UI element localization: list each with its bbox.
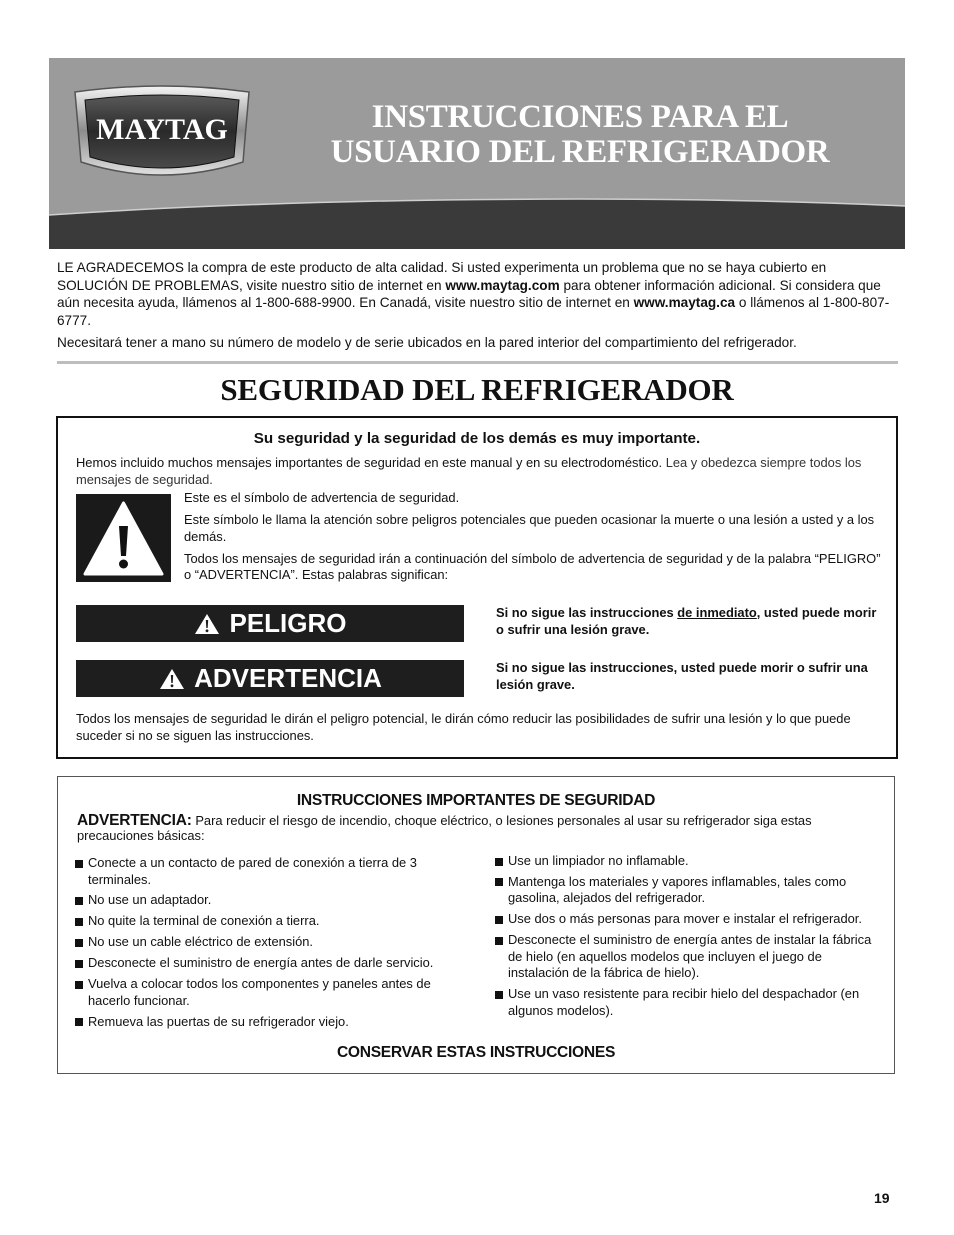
advertencia-banner: ADVERTENCIA bbox=[76, 660, 464, 697]
list-item: Vuelva a colocar todos los componentes y paneles antes de hacerlo funcionar. bbox=[74, 976, 474, 1009]
alert-triangle-icon bbox=[193, 612, 221, 636]
website-link-canada[interactable]: www.maytag.ca bbox=[633, 295, 736, 310]
safety-box bbox=[56, 416, 898, 759]
intro-text bbox=[57, 259, 897, 352]
instructions-warning: ADVERTENCIA: Para reducir el riesgo de incendio, choque eléctrico, o lesiones personales al usar su refrigerador siga estas precauciones básicas: bbox=[77, 812, 812, 843]
divider bbox=[57, 361, 898, 364]
list-item: No use un cable eléctrico de extensión. bbox=[74, 934, 474, 951]
alert-triangle-icon bbox=[158, 667, 186, 691]
safety-heading: Su seguridad y la seguridad de los demás es muy importante. bbox=[253, 430, 701, 447]
symbol-explanation: Este es el símbolo de advertencia de seguridad. Este símbolo le llama la atención sobre peligros potenciales que pueden ocasionar la muerte o una lesión a usted y a los demás. Todos los mensajes de seguridad irán a continuación del símbolo de advertencia de seguridad y de la palabra “PELIGRO” o “ADVERTENCIA”. Estas palabras significan: bbox=[184, 490, 881, 582]
instructions-box bbox=[57, 776, 895, 1074]
intro-paragraph: LE AGRADECEMOS la compra de este producto de alta calidad. Si usted experimenta un problema que no se haya cubierto en SOLUCIÓN DE PROBLEMAS, visite nuestro sitio de internet en www.maytag.com para obtener información adicional. Si considera que aún necesita ayuda, llámenos al 1-800-688-9900. En Canadá, visite nuestro sitio de internet en www.maytag.ca o llámenos al 1-800-807-6777. bbox=[57, 260, 890, 328]
safety-alert-icon bbox=[76, 494, 171, 582]
precautions-list-left bbox=[74, 855, 474, 1034]
list-item: No use un adaptador. bbox=[74, 892, 474, 909]
svg-text:MAYTAG: MAYTAG bbox=[96, 113, 228, 146]
precautions-list-right bbox=[494, 853, 884, 1024]
list-item: Conecte a un contacto de pared de conexión a tierra de 3 terminales. bbox=[74, 855, 474, 888]
list-item: Desconecte el suministro de energía antes de instalar la fábrica de hielo (en aquellos modelos que incluyen el juego de instalación de la fábrica de hielo). bbox=[494, 932, 884, 982]
advertencia-description: Si no sigue las instrucciones, usted puede morir o sufrir una lesión grave. bbox=[496, 660, 868, 692]
website-link[interactable]: www.maytag.com bbox=[445, 277, 560, 293]
list-item: Use un vaso resistente para recibir hielo del despachador (en algunos modelos). bbox=[494, 986, 884, 1019]
list-item: Mantenga los materiales y vapores inflamables, tales como gasolina, alejados del refrigerador. bbox=[494, 874, 884, 907]
page-title: INSTRUCCIONES PARA EL USUARIO DEL REFRIGERADOR bbox=[330, 99, 830, 170]
section-title: SEGURIDAD DEL REFRIGERADOR bbox=[220, 372, 734, 407]
instructions-heading: INSTRUCCIONES IMPORTANTES DE SEGURIDAD bbox=[296, 792, 656, 809]
header-curve bbox=[49, 190, 905, 252]
model-number-note: Necesitará tener a mano su número de modelo y de serie ubicados en la pared interior del compartimiento del refrigerador. bbox=[57, 335, 797, 350]
maytag-logo bbox=[71, 84, 253, 186]
list-item: Desconecte el suministro de energía antes de darle servicio. bbox=[74, 955, 474, 972]
list-item: Use un limpiador no inflamable. bbox=[494, 853, 884, 870]
list-item: Use dos o más personas para mover e instalar el refrigerador. bbox=[494, 911, 884, 928]
peligro-description: Si no sigue las instrucciones de inmediato, usted puede morir o sufrir una lesión grave. bbox=[496, 605, 877, 637]
safety-intro: Hemos incluido muchos mensajes importantes de seguridad en este manual y en su electrodoméstico. Lea y obedezca siempre todos los mensajes de seguridad. bbox=[76, 455, 862, 487]
safety-footer: Todos los mensajes de seguridad le dirán el peligro potencial, le dirán cómo reducir las posibilidades de sufrir una lesión y lo que puede suceder si no se siguen las instrucciones. bbox=[76, 711, 851, 744]
page-number: 19 bbox=[874, 1190, 890, 1206]
list-item: No quite la terminal de conexión a tierra. bbox=[74, 913, 474, 930]
instructions-footer: CONSERVAR ESTAS INSTRUCCIONES bbox=[336, 1044, 616, 1061]
peligro-banner: PELIGRO bbox=[76, 605, 464, 642]
list-item: Remueva las puertas de su refrigerador viejo. bbox=[74, 1014, 474, 1031]
